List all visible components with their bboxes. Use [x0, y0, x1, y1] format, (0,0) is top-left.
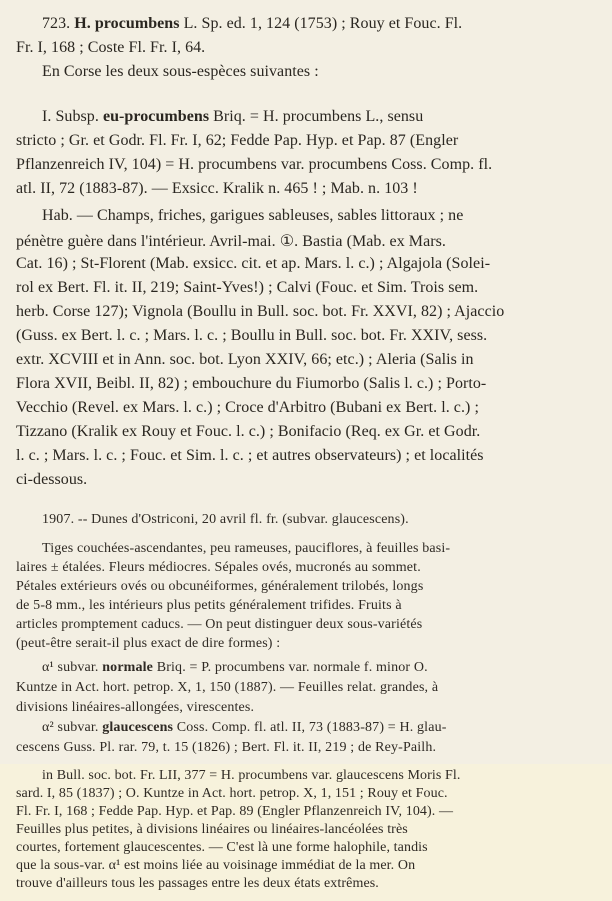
subsp-line-2: stricto ; Gr. et Godr. Fl. Fr. I, 62; Fedde Pap. Hyp. et Pap. 87 (Engler — [16, 132, 459, 149]
lower-line: in Bull. soc. bot. Fr. LII, 377 = H. procumbens var. glaucescens Moris Fl. — [42, 768, 461, 783]
lower-line: courtes, fortement glaucescentes. — C'est là une forme halophile, tandis — [16, 840, 428, 855]
lower-line: que la sous-var. α¹ est moins liée au voisinage immédiat de la mer. On — [16, 858, 416, 873]
lower-line: Feuilles plus petites, à divisions linéaires ou linéaires-lancéolées très — [16, 822, 408, 837]
hab-line: Tizzano (Kralik ex Rouy et Fouc. l. c.) ; Bonifacio (Req. ex Gr. et Godr. — [16, 423, 481, 440]
hab-line: pénètre guère dans l'intérieur. Avril-mai. ①. Bastia (Mab. ex Mars. — [16, 233, 446, 250]
subsp-line-1: I. Subsp. eu-procumbens Briq. = H. procumbens L., sensu — [42, 108, 424, 125]
desc-line: (peut-être serait-il plus exact de dire formes) : — [16, 636, 281, 651]
desc-line: laires ± étalées. Fleurs médiocres. Sépales ovés, mucronés au sommet. — [16, 560, 421, 575]
observation-line: 1907. -- Dunes d'Ostriconi, 20 avril fl. fr. (subvar. glaucescens). — [42, 512, 409, 527]
entry-line-1 — [42, 15, 462, 33]
hab-line: Flora XVII, Beibl. II, 82) ; embouchure du Fiumorbo (Salis l. c.) ; Porto- — [16, 375, 487, 392]
desc-line: de 5-8 mm., les intérieurs plus petits généralement trifides. Fruits à — [16, 598, 402, 613]
entry-citation: L. Sp. ed. 1, 124 (1753) ; Rouy et Fouc. Fl. — [179, 15, 463, 32]
desc-line: Pétales extérieurs ovés ou obcunéiformes, généralement trilobés, longs — [16, 579, 424, 594]
subvar-glaucescens-name: glaucescens — [102, 720, 174, 735]
subvar-normale-line-1: α¹ subvar. normale Briq. = P. procumbens var. normale f. minor O. — [42, 660, 428, 675]
entry-number: 723. — [42, 15, 71, 32]
hab-line: rol ex Bert. Fl. it. II, 219; Saint-Yves!) ; Calvi (Fouc. et Sim. Trois sem. — [16, 279, 479, 296]
subvar-normale-name: normale — [102, 660, 154, 675]
subvar-normale-line-3: divisions linéaires-allongées, virescentes. — [16, 700, 255, 715]
subvar-glaucescens-line-2: cescens Guss. Pl. rar. 79, t. 15 (1826) ; Bert. Fl. it. II, 219 ; de Rey-Pailh. — [16, 740, 437, 755]
subsp-line-3: Pflanzenreich IV, 104) = H. procumbens var. procumbens Coss. Comp. fl. — [16, 156, 493, 173]
desc-line: articles promptement caducs. — On peut distinguer deux sous-variétés — [16, 617, 423, 632]
hab-line: Vecchio (Revel. ex Mars. l. c.) ; Croce d'Arbitro (Bubani ex Bert. l. c.) ; — [16, 399, 479, 416]
lower-line: Fl. Fr. I, 168 ; Fedde Pap. Hyp. et Pap. 89 (Engler Pflanzenreich IV, 104). — — [16, 804, 454, 819]
hab-line: ci-dessous. — [16, 471, 88, 488]
subvar-normale-line-2: Kuntze in Act. hort. petrop. X, 1, 150 (1887). — Feuilles relat. grandes, à — [16, 680, 439, 695]
hab-line: Cat. 16) ; St-Florent (Mab. exsicc. cit. et ap. Mars. l. c.) ; Algajola (Solei- — [16, 255, 491, 272]
subsp-line-4: atl. II, 72 (1883-87). — Exsicc. Kralik n. 465 ! ; Mab. n. 103 ! — [16, 180, 418, 197]
hab-line: Hab. — Champs, friches, garigues sableuses, sables littoraux ; ne — [42, 207, 464, 224]
subsp-name: eu-procumbens — [102, 108, 210, 125]
lower-line: sard. I, 85 (1837) ; O. Kuntze in Act. hort. petrop. X, 1, 151 ; Rouy et Fouc. — [16, 786, 448, 801]
lower-line: trouve d'ailleurs tous les passages entre les deux états extrêmes. — [16, 876, 379, 891]
subvar-glaucescens-line-1: α² subvar. glaucescens Coss. Comp. fl. atl. II, 73 (1883-87) = H. glau- — [42, 720, 447, 735]
entry-line-3: En Corse les deux sous-espèces suivantes : — [42, 63, 319, 80]
hab-line: herb. Corse 127); Vignola (Boullu in Bull. soc. bot. Fr. XXVI, 82) ; Ajaccio — [16, 303, 505, 320]
hab-line: extr. XCVIII et in Ann. soc. bot. Lyon XXIV, 66; etc.) ; Aleria (Salis in — [16, 351, 474, 368]
entry-line-2: Fr. I, 168 ; Coste Fl. Fr. I, 64. — [16, 39, 206, 56]
hab-line: (Guss. ex Bert. l. c. ; Mars. l. c. ; Boullu in Bull. soc. bot. Fr. XXIV, sess. — [16, 327, 488, 344]
hab-line: l. c. ; Mars. l. c. ; Fouc. et Sim. l. c. ; et autres observateurs) ; et localités — [16, 447, 484, 464]
entry-taxon: H. procumbens — [74, 15, 180, 32]
desc-line: Tiges couchées-ascendantes, peu rameuses, pauciflores, à feuilles basi- — [42, 541, 451, 556]
